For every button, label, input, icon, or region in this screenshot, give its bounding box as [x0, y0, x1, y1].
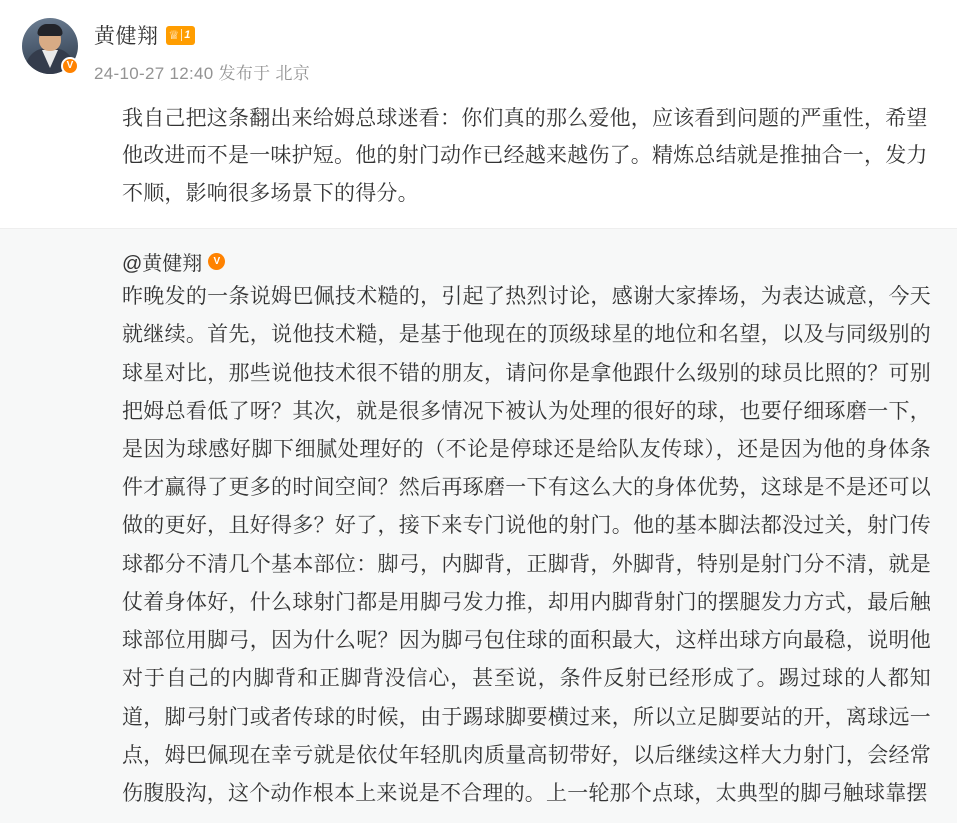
- post-header: [0, 0, 957, 84]
- quoted-verified-badge-icon: V: [208, 253, 225, 270]
- vip-level-label: 1: [184, 29, 191, 41]
- quoted-post[interactable]: [0, 228, 957, 823]
- avatar[interactable]: [22, 18, 78, 74]
- quoted-post-content: 昨晚发的一条说姆巴佩技术糙的，引起了热烈讨论，感谢大家捧场，为表达诚意，今天就继续。首先，说他技术糙，是基于他现在的顶级球星的地位和名望，以及与同级别的球星对比，那些说他技术很不错的朋友，请问你是拿他跟什么级别的球员比照的？可别把姆总看低了呀？其次，就是很多情况下被认为处理的很好的球，也要仔细琢磨一下，是因为球感好脚下细腻处理好的（不论是停球还是给队友传球），还是因为他的身体条件才赢得了更多的时间空间？然后再琢磨一下有这么大的身体优势，这球是不是还可以做的更好，且好得多？好了，接下来专门说他的射门。他的基本脚法都没过关，射门传球都分不清几个基本部位：脚弓，内脚背，正脚背，外脚背，特别是射门分不清，就是仗着身体好，什么球射门都是用脚弓发力推，却用内脚背射门的摆腿发力方式，最后触球部位用脚弓，因为什么呢？因为脚弓包住球的面积最大，这样出球方向最稳，说明他对于自己的内脚背和正脚背没信心，甚至说，条件反射已经形成了。踢过球的人都知道，脚弓射门或者传球的时候，由于踢球脚要横过来，所以立足脚要站的开，离球远一点，姆巴佩现在幸亏就是依仗年轻肌肉质量高韧带好，以后继续这样大力射门，会经常伤腹股沟，这个动作根本上来说是不合理的。上一轮那个点球，太典型的脚弓触球靠摆: [122, 285, 931, 805]
- post-meta: 24-10-27 12:40 发布于 北京: [94, 64, 311, 83]
- author-name[interactable]: 黄健翔: [94, 25, 159, 48]
- author-info: [94, 14, 310, 84]
- verified-badge-icon: V: [61, 57, 79, 75]
- crown-icon: ♕: [168, 28, 180, 42]
- post-content: 我自己把这条翻出来给姆总球迷看：你们真的那么爱他，应该看到问题的严重性，希望他改进而不是一味护短。他的射门动作已经越来越伤了。精炼总结就是推抽合一，发力不顺，影响很多场景下的得分。: [122, 107, 928, 205]
- author-name-row: [94, 20, 310, 50]
- vip-badge[interactable]: [166, 26, 196, 45]
- quoted-author-handle[interactable]: @黄健翔: [122, 253, 203, 276]
- quoted-author-row[interactable]: [122, 247, 931, 276]
- vip-badge-divider: [181, 29, 182, 41]
- avatar-hair-shape: [38, 24, 63, 36]
